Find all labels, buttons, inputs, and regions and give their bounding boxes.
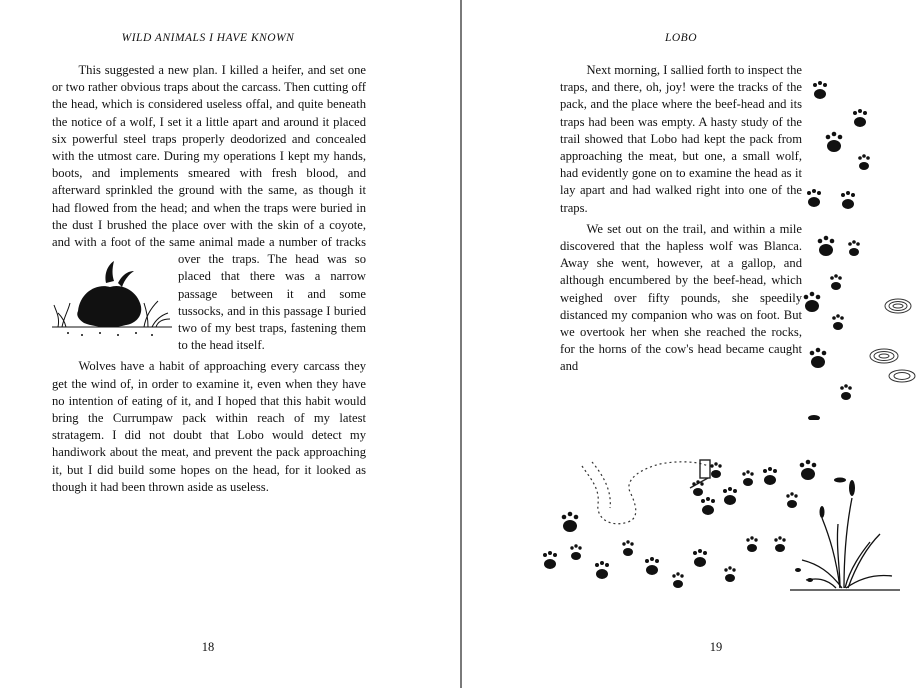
right-page — [462, 0, 918, 688]
running-head-right: LOBO — [664, 32, 698, 44]
trail-scene-illustration — [540, 448, 910, 608]
right-paragraph-2: We set out on the trail, and within a mile discovered that the hapless wolf was Blanca. Away she went, however, at a gallop, and although encumbered by the beef-head, which weighed over fifty pounds, she speedily distanced my companion who was on foot. But we overtook her when she reached the rocks, for the horns of the cow's head became caught and — [560, 221, 802, 374]
running-head-left: WILD ANIMALS I HAVE KNOWN — [121, 32, 295, 44]
page-number-left: 18 — [201, 640, 215, 654]
right-body-text — [560, 62, 802, 376]
left-paragraph-2: Wolves have a habit of approaching every carcass they get the wind of, in order to examine it, even when they have no intention of eating of it, and I hoped that this habit would bring the Currumpaw pack within reach of my latest stratagem. I did not doubt that Lobo would detect my handiwork about the meat, and prevent the pack approaching it, but I did build some hopes on the head, for it looked as though it had been thrown aside as useless. — [52, 359, 366, 494]
cow-head-trap-illustration — [48, 253, 176, 339]
page-number-right: 19 — [709, 640, 723, 654]
left-paragraph-1-text: This suggested a new plan. I killed a heifer, and set one or two rather obvious traps about the carcass. Then cutting off the head, which is considered useless offal, and quite beneath the notice of a wolf, I set it a little apart and around it placed six powerful steel traps properly deodorized and concealed with the utmost care. During my operations I kept my hands, boots, and implements smeared with fresh blood, and afterward sprinkled the ground with the same, as though it had flowed from the head; and when the traps were buried in the dust I brushed the place over with the skin of a coyote, and with a foot of the same animal made a — [52, 63, 366, 250]
left-paragraph-1 — [52, 62, 366, 354]
left-paragraph-1-continuation: number of tracks over the traps. The head was so placed that there was a narrow passage between it and some tussocks, and in this passage I buried two of my best traps, fastening them to the head itself. — [178, 235, 367, 353]
left-body-text — [52, 62, 366, 496]
right-paragraph-1: Next morning, I sallied forth to inspect the traps, and there, oh, joy! were the tracks of the pack, and the place where the beef-head and its traps had been was empty. A hasty study of the trail showed that Lobo had kept the pack from approaching the meat, but one, a small wolf, had evidently gone on to examine the head as it lay apart and had walked right into one of the traps. — [560, 63, 802, 215]
wolf-tracks-illustration — [792, 70, 918, 420]
